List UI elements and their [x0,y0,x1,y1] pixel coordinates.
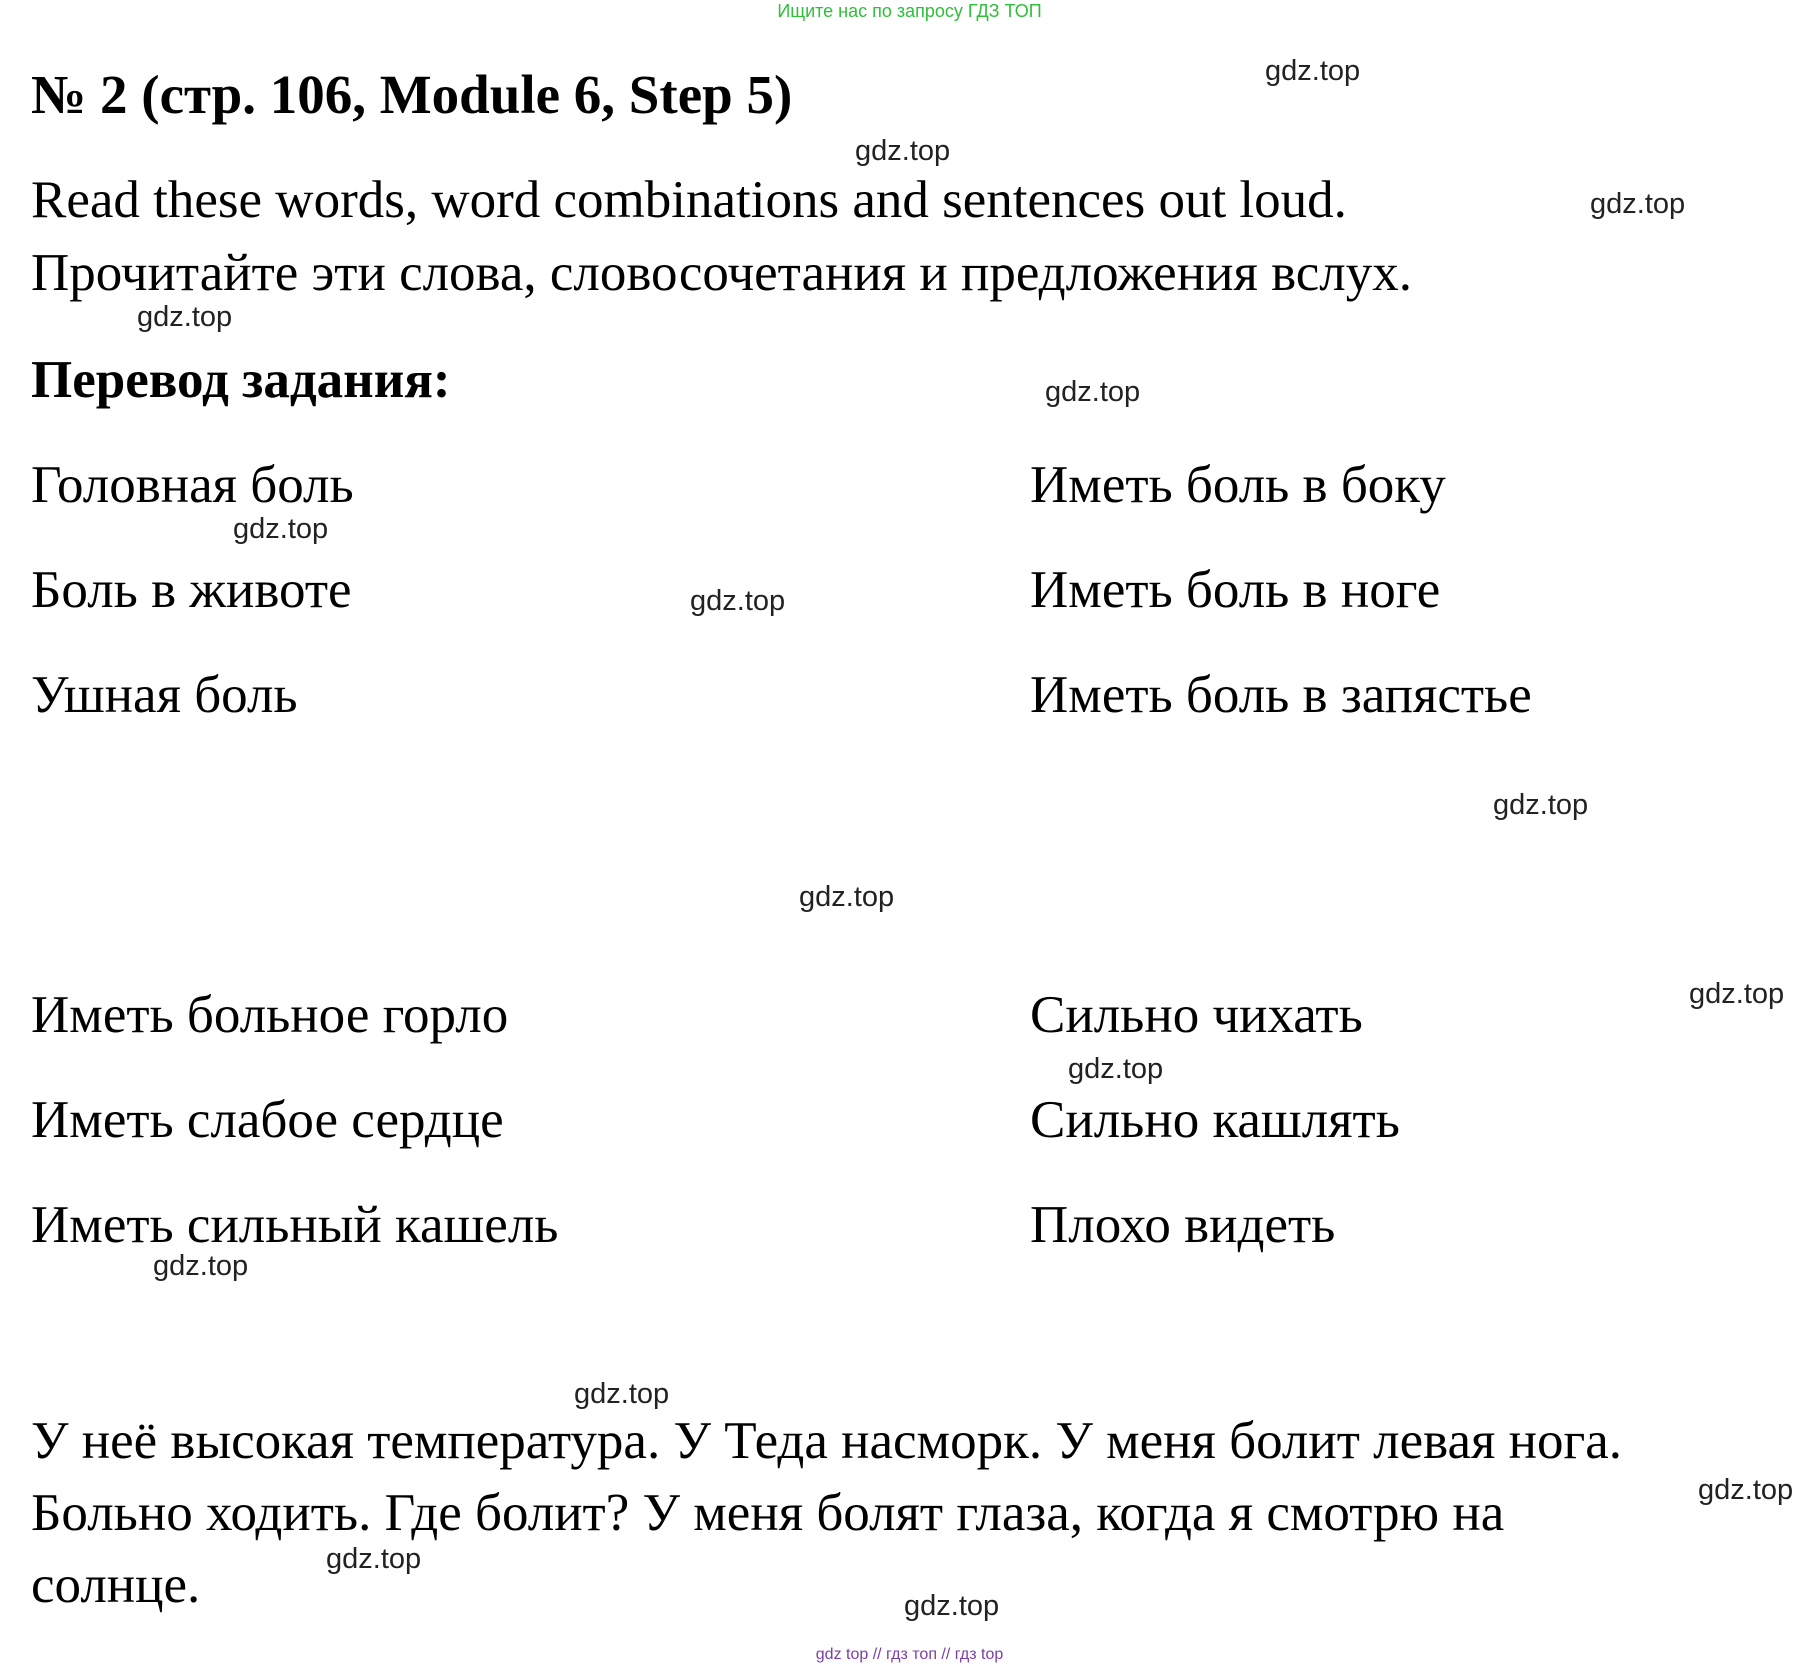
instruction-english: Read these words, word combinations and sentences out loud. [31,171,1347,229]
top-promo-note: Ищите нас по запросу ГДЗ ТОП [777,1,1042,21]
paragraph-line: солнце. [31,1556,201,1614]
exercise-title: № 2 (стр. 106, Module 6, Step 5) [31,64,793,125]
watermark: gdz.top [799,881,895,913]
watermark: gdz.top [326,1543,422,1575]
watermark: gdz.top [153,1250,249,1282]
watermark: gdz.top [1698,1474,1794,1506]
watermark: gdz.top [1265,55,1361,87]
list-item: Сильно чихать [1030,986,1363,1044]
watermark: gdz.top [574,1378,670,1410]
paragraph-line: У неё высокая температура. У Теда насморк. У меня болит левая нога. [31,1412,1622,1470]
watermark: gdz.top [1590,188,1686,220]
list-item: Иметь боль в ноге [1030,561,1441,619]
watermark: gdz.top [1689,978,1785,1010]
list-item: Ушная боль [31,666,298,724]
watermark: gdz.top [855,135,951,167]
paragraph-line: Больно ходить. Где болит? У меня болят глаза, когда я смотрю на [31,1484,1505,1542]
watermark: gdz.top [904,1590,1000,1622]
watermark: gdz.top [137,301,233,333]
watermark: gdz.top [1045,376,1141,408]
watermark: gdz.top [1493,789,1589,821]
watermark: gdz.top [233,513,329,545]
instruction-russian: Прочитайте эти слова, словосочетания и предложения вслух. [31,244,1413,302]
list-item: Сильно кашлять [1030,1091,1400,1149]
list-item: Иметь сильный кашель [31,1196,559,1254]
list-item: Боль в животе [31,561,352,619]
footer-note: gdz top // гдз топ // гдз top [815,1646,1004,1663]
translation-heading: Перевод задания: [31,351,451,409]
watermark: gdz.top [1068,1053,1164,1085]
list-item: Иметь больное горло [31,986,509,1044]
list-item: Головная боль [31,456,354,514]
list-item: Иметь боль в боку [1030,456,1446,514]
list-item: Плохо видеть [1030,1196,1336,1254]
list-item: Иметь слабое сердце [31,1091,504,1149]
list-item: Иметь боль в запястье [1030,666,1532,724]
watermark: gdz.top [690,585,786,617]
